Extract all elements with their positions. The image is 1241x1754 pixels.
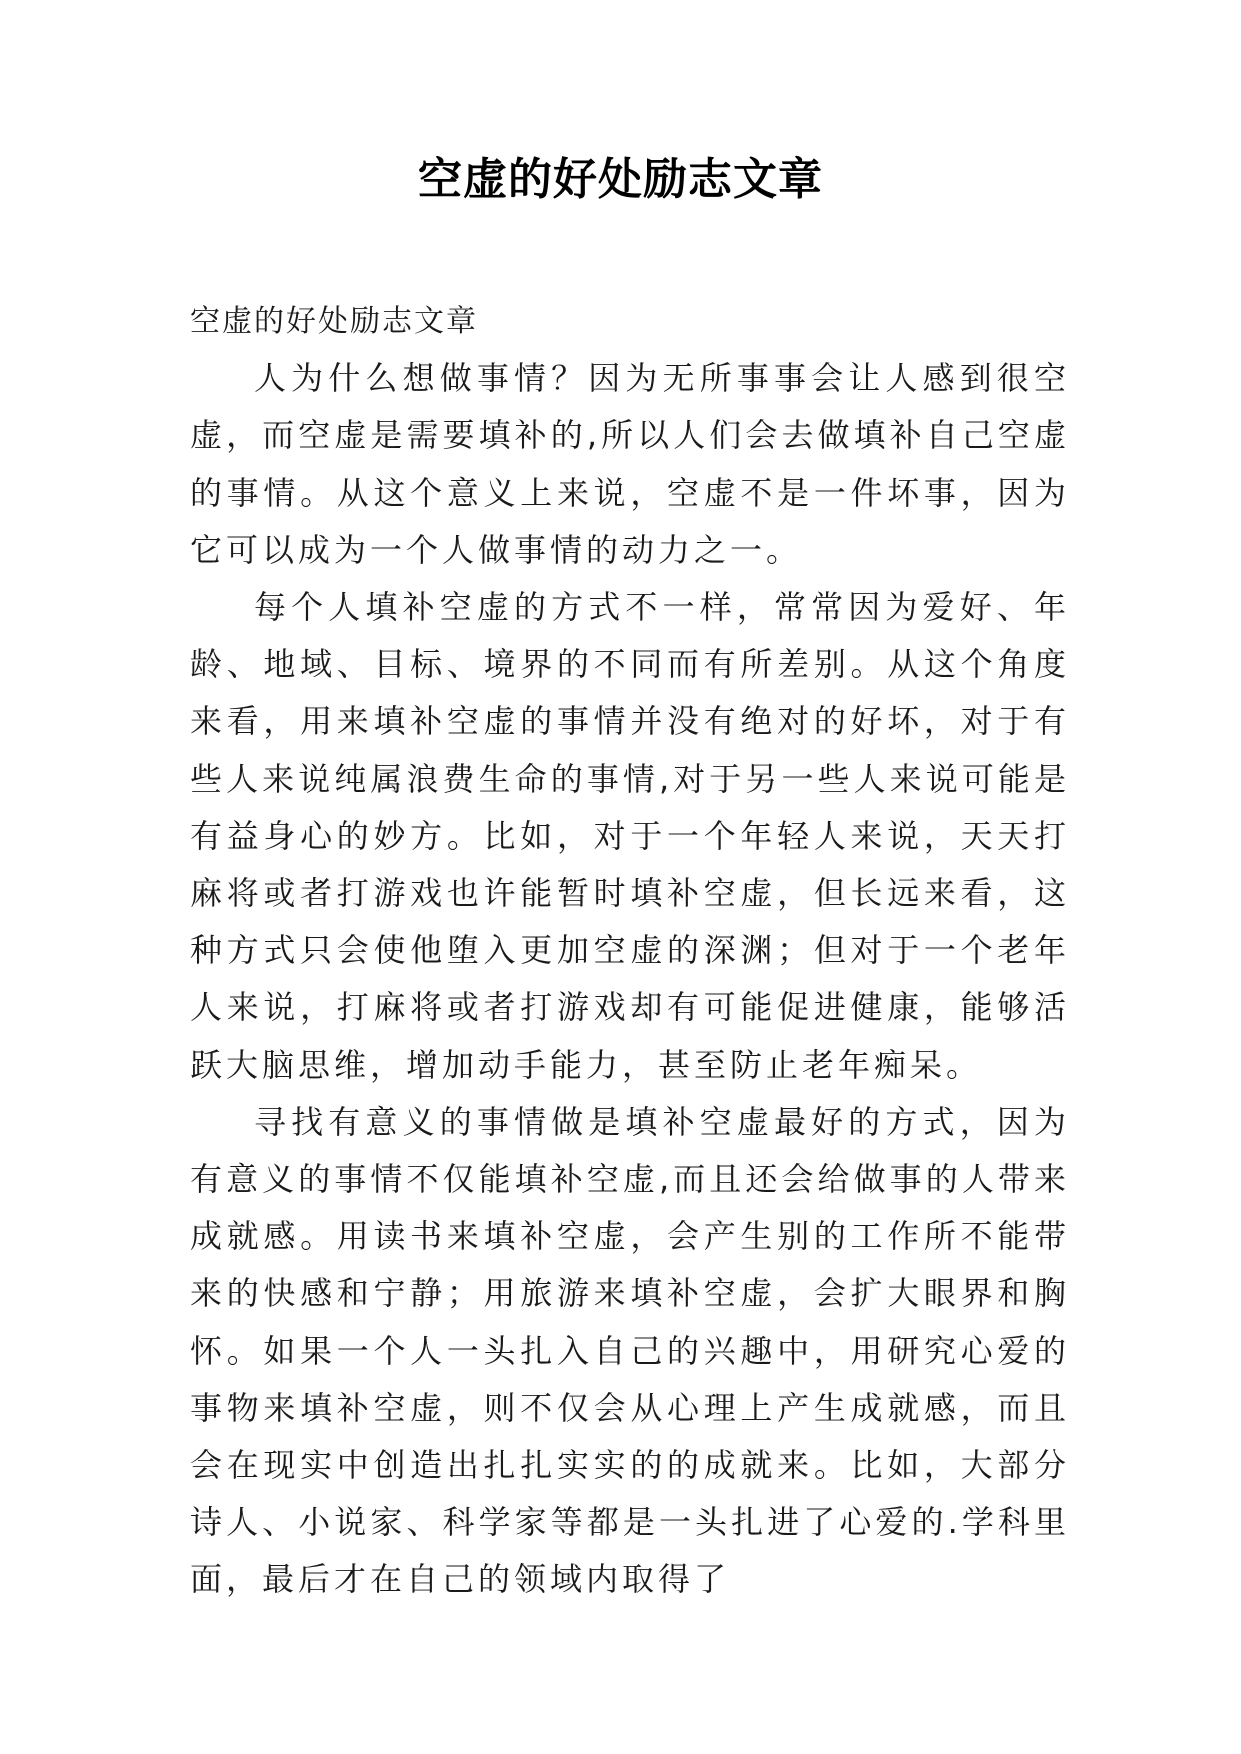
document-body — [190, 293, 1070, 1609]
paragraph: 每个人填补空虚的方式不一样，常常因为爱好、年龄、地域、目标、境界的不同而有所差别。从这个角度来看，用来填补空虚的事情并没有绝对的好坏，对于有些人来说纯属浪费生命的事情,对于另一些人来说可能是有益身心的妙方。比如，对于一个年轻人来说，天天打麻将或者打游戏也许能暂时填补空虚，但长远来看，这种方式只会使他堕入更加空虚的深渊；但对于一个老年人来说，打麻将或者打游戏却有可能促进健康，能够活跃大脑思维，增加动手能力，甚至防止老年痴呆。 — [190, 588, 1070, 1084]
document-title: 空虚的好处励志文章 — [418, 154, 823, 205]
document-subtitle: 空虚的好处励志文章 — [190, 304, 478, 339]
paragraph: 寻找有意义的事情做是填补空虚最好的方式，因为有意义的事情不仅能填补空虚,而且还会给做事的人带来成就感。用读书来填补空虚，会产生别的工作所不能带来的快感和宁静；用旅游来填补空虚，会扩大眼界和胸怀。如果一个人一头扎入自己的兴趣中，用研究心爱的事物来填补空虚，则不仅会从心理上产生成就感，而且会在现实中创造出扎扎实实的的成就来。比如，大部分诗人、小说家、科学家等都是一头扎进了心爱的.学科里面，最后才在自己的领域内取得了 — [190, 1102, 1070, 1599]
paragraph: 人为什么想做事情？因为无所事事会让人感到很空虚，而空虚是需要填补的,所以人们会去做填补自己空虚的事情。从这个意义上来说，空虚不是一件坏事，因为它可以成为一个人做事情的动力之一。 — [190, 359, 1070, 569]
